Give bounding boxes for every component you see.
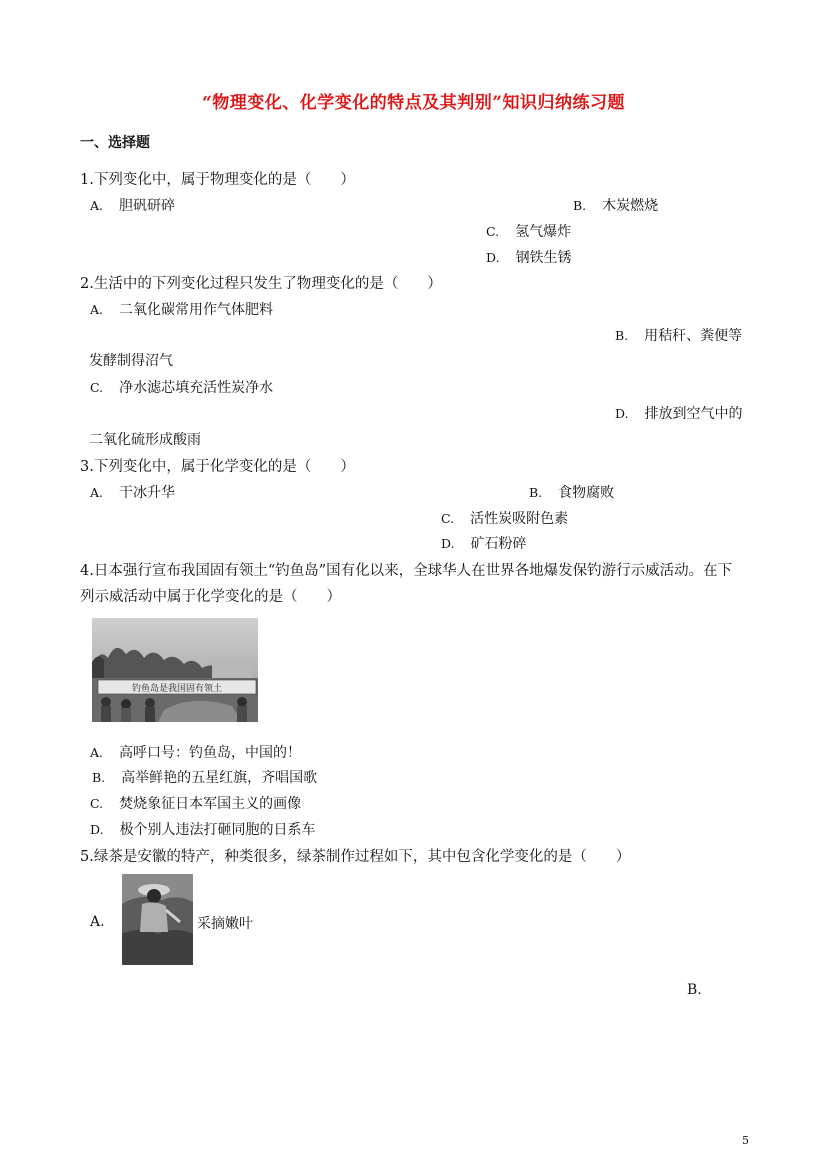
q1-option-b[interactable] <box>573 195 658 215</box>
question-4-stem-line1: 4.日本强行宣布我国固有领土“钓鱼岛”国有化以来，全球华人在世界各地爆发保钓游行示威活动。在下 <box>80 563 733 579</box>
option-letter: A. <box>90 302 104 317</box>
page-number: 5 <box>742 1134 749 1147</box>
q2-option-d[interactable] <box>615 403 743 423</box>
question-2-stem: 2.生活中的下列变化过程只发生了物理变化的是（ ） <box>80 276 442 292</box>
q3-option-b[interactable] <box>529 482 614 502</box>
page-title: “物理变化、化学变化的特点及其判别”知识归纳练习题 <box>201 93 626 113</box>
q3-option-a[interactable] <box>90 482 175 502</box>
option-letter: D. <box>486 250 500 265</box>
option-text: 高呼口号：钓鱼岛，中国的！ <box>119 745 302 761</box>
protest-photo <box>92 618 258 722</box>
q5-option-a-text: 采摘嫩叶 <box>197 916 253 932</box>
option-letter: D. <box>90 822 104 837</box>
q2-option-c[interactable] <box>90 377 273 397</box>
option-letter: D. <box>441 536 455 551</box>
option-text: 二氧化碳常用作气体肥料 <box>119 302 274 318</box>
option-text: 用秸秆、粪便等 <box>644 328 743 344</box>
q1-option-c[interactable] <box>486 221 571 241</box>
option-letter: D. <box>615 406 629 421</box>
question-4-stem-line2: 列示威活动中属于化学变化的是（ ） <box>80 589 341 605</box>
q3-option-d[interactable] <box>441 533 527 553</box>
option-letter: A. <box>90 745 104 760</box>
q2-option-a[interactable] <box>90 299 273 319</box>
q1-option-a[interactable] <box>90 195 175 215</box>
option-letter: B. <box>529 485 543 500</box>
option-text: 净水滤芯填充活性炭净水 <box>119 380 274 396</box>
q5-option-b-letter[interactable]: B. <box>687 982 702 998</box>
option-letter: C. <box>90 380 104 395</box>
option-text: 干冰升华 <box>119 485 176 501</box>
q2-option-d-continued: 二氧化硫形成酸雨 <box>89 432 201 448</box>
option-text: 极个别人违法打砸同胞的日系车 <box>119 822 316 838</box>
q1-option-d[interactable] <box>486 247 572 267</box>
option-letter: B. <box>615 328 629 343</box>
option-letter: A. <box>90 198 104 213</box>
q4-option-d[interactable] <box>90 819 316 839</box>
option-text: 食物腐败 <box>558 485 615 501</box>
option-text: 矿石粉碎 <box>470 536 527 552</box>
option-text: 胆矾研碎 <box>119 198 176 214</box>
option-text: 高举鲜艳的五星红旗，齐唱国歌 <box>121 770 318 786</box>
option-text: 排放到空气中的 <box>644 406 743 422</box>
tea-picking-photo <box>122 874 193 965</box>
question-5-stem: 5.绿茶是安徽的特产，种类很多，绿茶制作过程如下，其中包含化学变化的是（ ） <box>80 849 631 865</box>
q4-option-a[interactable] <box>90 742 301 762</box>
q2-option-b[interactable] <box>615 325 742 345</box>
question-3-stem: 3.下列变化中，属于化学变化的是（ ） <box>80 459 355 475</box>
option-letter: C. <box>441 511 455 526</box>
section-heading: 一、选择题 <box>80 135 150 151</box>
option-text: 木炭燃烧 <box>602 198 659 214</box>
option-letter: A. <box>90 485 104 500</box>
q2-option-b-continued: 发酵制得沼气 <box>89 353 173 369</box>
option-letter: B. <box>92 770 106 785</box>
q5-option-a-letter[interactable]: A. <box>90 914 105 930</box>
option-letter: C. <box>90 796 104 811</box>
question-1-stem: 1.下列变化中，属于物理变化的是（ ） <box>80 172 355 188</box>
q4-option-c[interactable] <box>90 793 301 813</box>
protest-banner-text: 钓鱼岛是我国固有领土 <box>131 684 223 694</box>
q4-option-b[interactable] <box>92 767 317 787</box>
option-text: 氢气爆炸 <box>515 224 572 240</box>
option-text: 钢铁生锈 <box>515 250 572 266</box>
option-text: 活性炭吸附色素 <box>470 511 569 527</box>
option-letter: C. <box>486 224 500 239</box>
option-letter: B. <box>573 198 587 213</box>
option-text: 焚烧象征日本军国主义的画像 <box>119 796 302 812</box>
q3-option-c[interactable] <box>441 508 568 528</box>
